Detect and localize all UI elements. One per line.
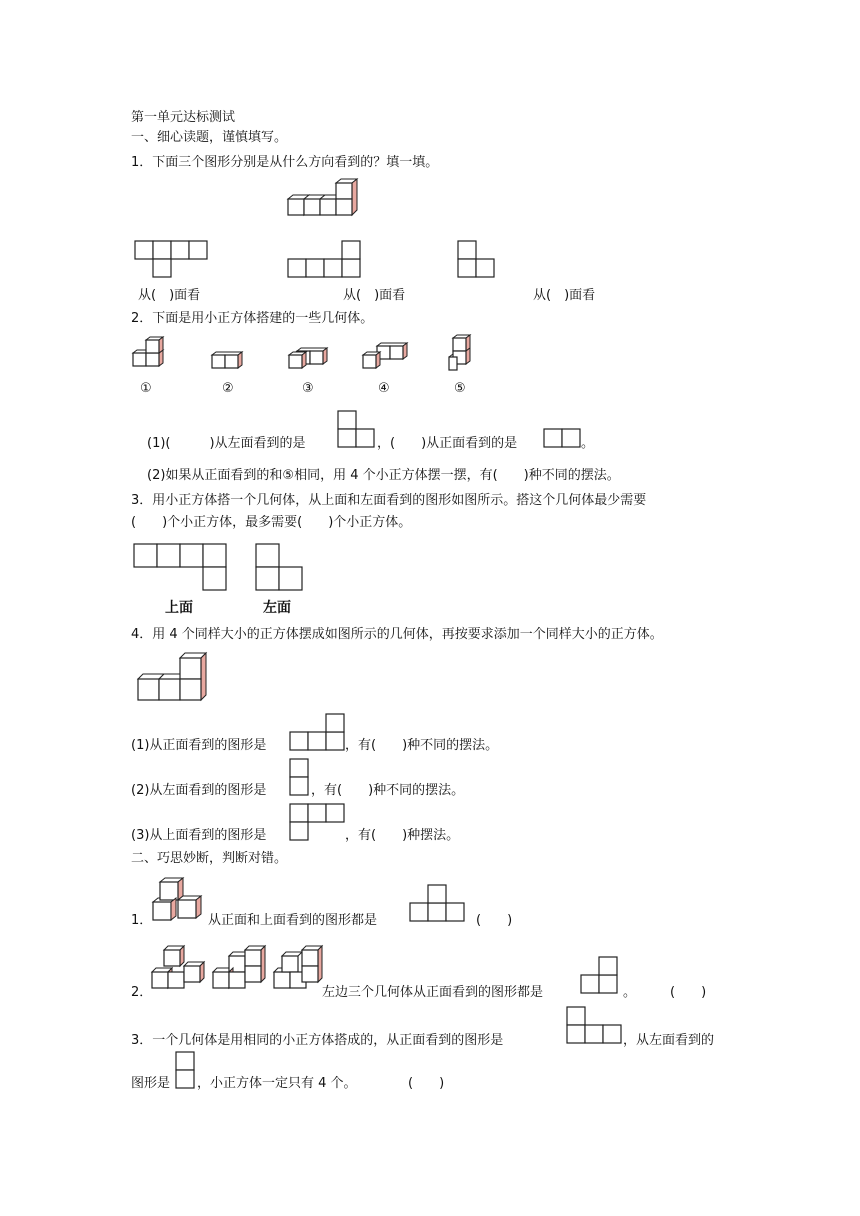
j3-left-view-shape [175,1051,197,1089]
q2-solid-5 [449,334,475,374]
q2-num-3: ③ [302,381,314,396]
j2-text: 左边三个几何体从正面看到的图形都是 [322,985,544,1000]
q4-s2-shape [289,758,311,796]
q4-s2-part-a: (2)从左面看到的图形是 [131,783,267,798]
q4-s1-part-b: ，有( )种不同的摆法。 [345,738,499,753]
q3-top-view [133,543,229,593]
j3-line2-end: ，小正方体一定只有 4 个。 [197,1076,357,1091]
q2-sub1-part-b: ，( )从正面看到的是 [377,436,518,451]
q1-view-1 [134,240,208,280]
q1-label-1: 从( )面看 [138,288,201,303]
q2-front-view-shape [543,428,581,448]
q4-s3-shape [289,803,349,843]
j1-paren[interactable]: ( ) [476,913,513,928]
q4-s1-shape [289,713,349,751]
section2-heading: 二、巧思妙断，判断对错。 [131,851,288,866]
q4-s2-part-b: ，有( )种不同的摆法。 [311,783,465,798]
j3-line1-end: ，从左面看到的 [623,1033,715,1048]
q4-s3-part-b: ，有( )种摆法。 [345,828,460,843]
q2-text: 2．下面是用小正方体搭建的一些几何体。 [131,311,374,326]
j2-solid-3 [274,944,326,994]
q2-sub2: (2)如果从正面看到的和⑤相同，用 4 个小正方体摆一摆，有( )种不同的摆法。 [147,468,620,483]
q2-sub1-part-c: 。 [581,436,595,451]
q2-solid-2 [212,350,248,372]
q4-s3-part-a: (3)从上面看到的图形是 [131,828,267,843]
j2-solid-1 [152,944,206,994]
j1-view-shape [409,884,465,922]
j3-paren[interactable]: ( ) [408,1076,445,1091]
section1-heading: 一、细心读题，谨慎填写。 [131,130,288,145]
q2-solid-4 [363,342,407,374]
q1-view-2 [287,240,361,280]
j3-line1: 3．一个几何体是用相同的小正方体搭成的，从正面看到的图形是 [131,1033,504,1048]
q2-num-1: ① [140,381,152,396]
q2-num-2: ② [222,381,234,396]
q3-line2: ( )个小正方体，最多需要( )个小正方体。 [131,515,412,530]
q2-left-view-shape [337,410,375,448]
q3-line1: 3．用小正方体搭一个几何体，从上面和左面看到的图形如图所示。搭这个几何体最少需要 [131,493,647,508]
q1-label-3: 从( )面看 [533,288,596,303]
q2-num-4: ④ [378,381,390,396]
j2-num: 2． [131,985,153,1000]
j3-line2-start: 图形是 [131,1076,171,1091]
j1-text: 从正面和上面看到的图形都是 [208,913,378,928]
j3-front-view-shape [566,1006,624,1044]
q4-s1-part-a: (1)从正面看到的图形是 [131,738,267,753]
j1-num: 1． [131,913,153,928]
j2-paren[interactable]: ( ) [670,985,707,1000]
q1-3d-figure [288,178,363,220]
q3-label-top: 上面 [165,600,193,616]
j1-solid [153,877,208,923]
q1-text: 1．下面三个图形分别是从什么方向看到的？填一填。 [131,155,439,170]
q1-label-2: 从( )面看 [343,288,406,303]
q3-left-view [255,543,305,593]
q4-solid [138,655,213,705]
q2-sub1-part-a: (1)( )从左面看到的是 [147,436,306,451]
q2-solid-1 [133,335,173,373]
j2-view-shape [580,956,620,994]
q1-view-3 [457,240,497,280]
q2-solid-3 [289,347,329,373]
q4-text: 4．用 4 个同样大小的正方体摆成如图所示的几何体，再按要求添加一个同样大小的正方体。 [131,627,663,642]
q2-num-5: ⑤ [454,381,466,396]
j2-solid-2 [213,944,267,994]
page-title: 第一单元达标测试 [131,110,236,125]
j2-end: 。 [623,985,637,1000]
q3-label-left: 左面 [263,600,291,616]
